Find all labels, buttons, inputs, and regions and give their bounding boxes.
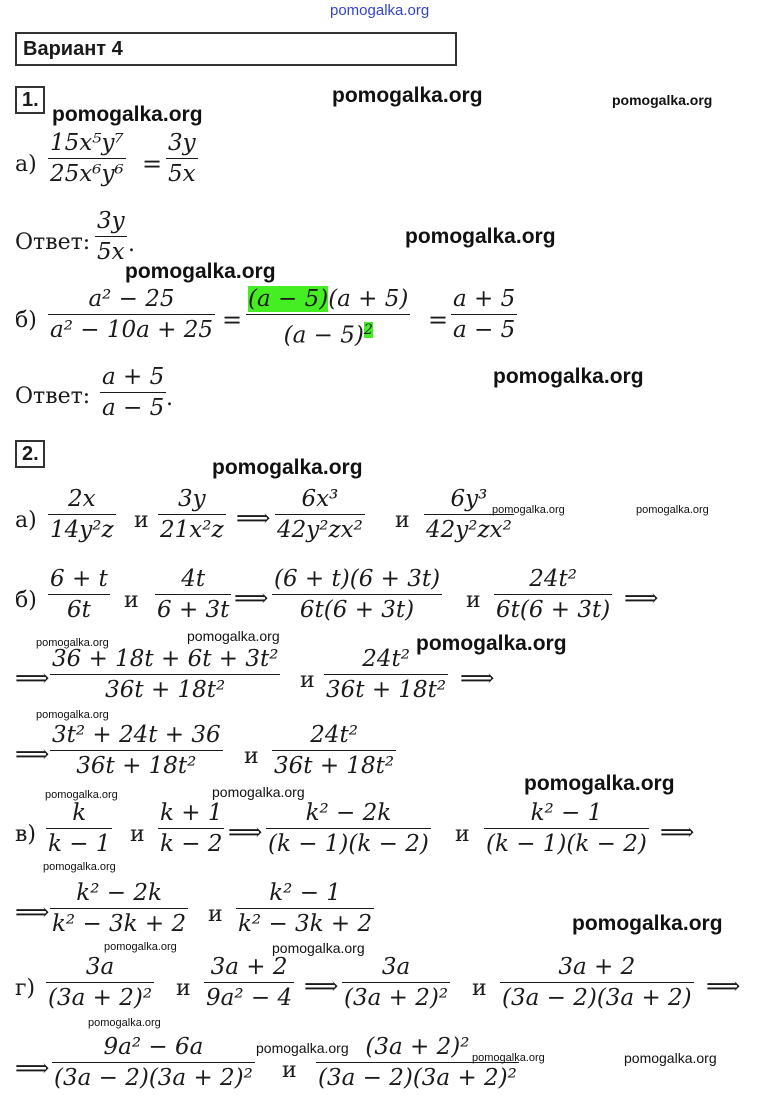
part-label: б) xyxy=(15,588,37,613)
part-label: а) xyxy=(15,152,37,177)
answer-fraction: a + 5 a − 5 xyxy=(102,364,165,421)
conjunction: и xyxy=(472,976,487,1001)
equals-sign: = xyxy=(142,150,163,178)
answer-label: Ответ: xyxy=(15,230,91,255)
fraction: 36 + 18t + 6t + 3t² 36t + 18t² xyxy=(52,646,279,703)
watermark: pomogalka.org xyxy=(493,365,644,388)
variant-title: Вариант 4 xyxy=(23,38,123,60)
fraction: 6y³ 42y²zx² xyxy=(426,486,512,543)
fraction: k² − 2k k² − 3k + 2 xyxy=(52,880,187,937)
task-number-1: 1. xyxy=(15,86,45,114)
conjunction: и xyxy=(244,744,259,769)
implies-arrow: ⟹ xyxy=(624,584,659,612)
fraction: 3y 21x²z xyxy=(160,486,224,543)
watermark: pomogalka.org xyxy=(492,504,565,516)
watermark: pomogalka.org xyxy=(272,940,365,956)
watermark-top: pomogalka.org xyxy=(330,2,430,19)
implies-arrow: ⟹ xyxy=(460,664,495,692)
part-label: б) xyxy=(15,308,37,333)
period: . xyxy=(166,386,173,411)
conjunction: и xyxy=(208,902,223,927)
fraction: k² − 1 (k − 1)(k − 2) xyxy=(486,800,647,857)
implies-arrow: ⟹ xyxy=(15,898,50,926)
period: . xyxy=(128,232,135,257)
watermark: pomogalka.org xyxy=(125,260,276,283)
highlight-exponent: 2 xyxy=(363,322,373,338)
answer-label: Ответ: xyxy=(15,384,91,409)
variant-header xyxy=(15,32,457,66)
implies-arrow: ⟹ xyxy=(15,664,50,692)
fraction: 3a (3a + 2)² xyxy=(48,954,153,1011)
watermark: pomogalka.org xyxy=(612,92,713,108)
watermark: pomogalka.org xyxy=(43,861,116,873)
watermark: pomogalka.org xyxy=(472,1052,545,1064)
implies-arrow: ⟹ xyxy=(660,818,695,846)
fraction: 24t² 36t + 18t² xyxy=(274,722,395,779)
implies-arrow: ⟹ xyxy=(15,1054,50,1082)
watermark: pomogalka.org xyxy=(104,941,177,953)
implies-arrow: ⟹ xyxy=(304,972,339,1000)
fraction: 3a (3a + 2)² xyxy=(344,954,449,1011)
fraction: 3a + 2 (3a − 2)(3a + 2) xyxy=(502,954,692,1011)
watermark: pomogalka.org xyxy=(212,456,363,479)
fraction: (3a + 2)² (3a − 2)(3a + 2)² xyxy=(318,1034,517,1091)
part-label: в) xyxy=(15,822,36,847)
part-label: а) xyxy=(15,508,37,533)
conjunction: и xyxy=(124,588,139,613)
conjunction: и xyxy=(176,976,191,1001)
implies-arrow: ⟹ xyxy=(706,972,741,1000)
fraction: 3t² + 24t + 36 36t + 18t² xyxy=(52,722,221,779)
implies-arrow: ⟹ xyxy=(15,740,50,768)
equals-sign: = xyxy=(222,306,243,334)
fraction: 3y 5x xyxy=(168,130,196,187)
watermark: pomogalka.org xyxy=(636,504,709,516)
watermark: pomogalka.org xyxy=(624,1050,717,1066)
fraction: 6x³ 42y²zx² xyxy=(277,486,363,543)
task-number-2: 2. xyxy=(15,440,45,468)
fraction: 15x⁵y⁷ 25x⁶y⁶ xyxy=(50,130,124,187)
highlight: (a − 5) xyxy=(248,286,329,312)
fraction: 3a + 2 9a² − 4 xyxy=(206,954,293,1011)
conjunction: и xyxy=(455,822,470,847)
watermark: pomogalka.org xyxy=(212,784,305,800)
watermark: pomogalka.org xyxy=(187,628,280,644)
conjunction: и xyxy=(282,1058,297,1083)
fraction: k + 1 k − 2 xyxy=(160,800,223,857)
watermark: pomogalka.org xyxy=(256,1040,349,1056)
fraction: 9a² − 6a (3a − 2)(3a + 2)² xyxy=(54,1034,253,1091)
watermark: pomogalka.org xyxy=(36,709,109,721)
fraction: a + 5 a − 5 xyxy=(453,286,516,343)
conjunction: и xyxy=(130,822,145,847)
implies-arrow: ⟹ xyxy=(228,818,263,846)
fraction: k k − 1 xyxy=(48,800,111,857)
part-label: г) xyxy=(15,976,36,1001)
fraction: k² − 2k (k − 1)(k − 2) xyxy=(268,800,429,857)
watermark: pomogalka.org xyxy=(36,637,109,649)
fraction: k² − 1 k² − 3k + 2 xyxy=(238,880,373,937)
conjunction: и xyxy=(134,508,149,533)
conjunction: и xyxy=(466,588,481,613)
equals-sign: = xyxy=(428,306,449,334)
answer-fraction: 3y 5x xyxy=(97,208,125,265)
watermark: pomogalka.org xyxy=(52,103,203,126)
fraction: 2x 14y²z xyxy=(50,486,114,543)
fraction: (6 + t)(6 + 3t) 6t(6 + 3t) xyxy=(274,566,441,623)
watermark: pomogalka.org xyxy=(88,1017,161,1029)
watermark: pomogalka.org xyxy=(405,225,556,248)
conjunction: и xyxy=(300,668,315,693)
watermark: pomogalka.org xyxy=(416,632,567,655)
watermark: pomogalka.org xyxy=(524,772,675,795)
fraction: 4t 6 + 3t xyxy=(157,566,230,623)
fraction: 24t² 6t(6 + 3t) xyxy=(496,566,611,623)
watermark: pomogalka.org xyxy=(45,789,118,801)
watermark: pomogalka.org xyxy=(332,84,483,107)
implies-arrow: ⟹ xyxy=(234,584,269,612)
implies-arrow: ⟹ xyxy=(236,504,271,532)
fraction: a² − 25 a² − 10a + 25 xyxy=(50,286,213,343)
fraction: 24t² 36t + 18t² xyxy=(326,646,447,703)
fraction-highlighted: (a − 5)(a + 5) $(a - 5)^2$ xyxy=(248,286,409,349)
watermark: pomogalka.org xyxy=(572,912,723,935)
conjunction: и xyxy=(395,508,410,533)
fraction: 6 + t 6t xyxy=(50,566,108,623)
